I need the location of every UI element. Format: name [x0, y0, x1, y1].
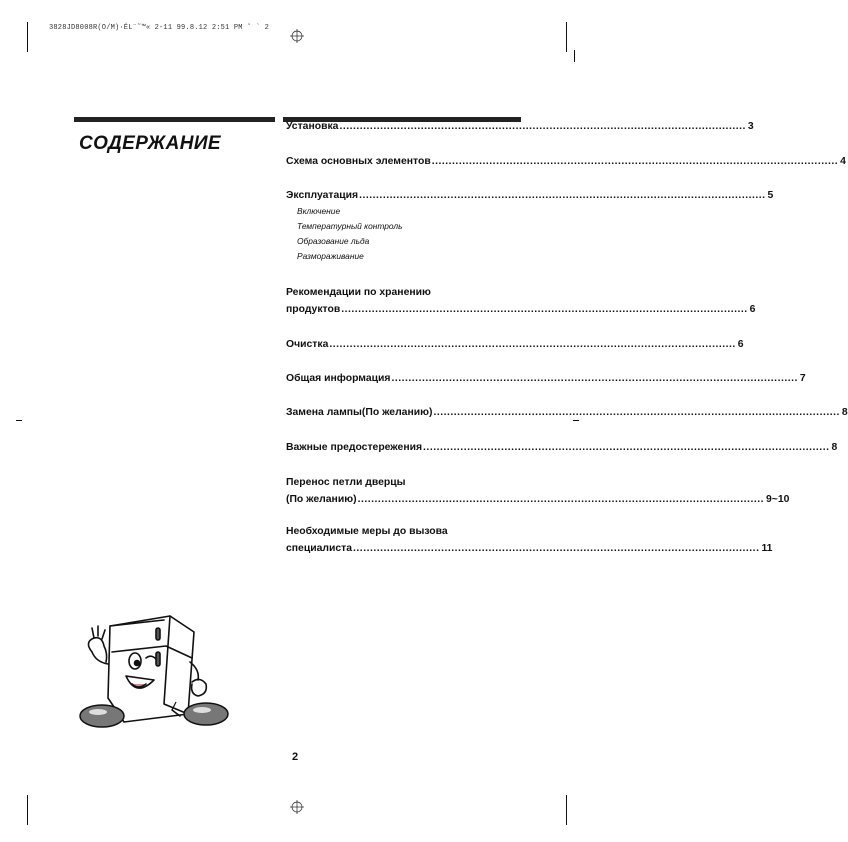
toc-entry	[286, 284, 756, 318]
toc-dot-leader: ........................................................................................................................	[329, 339, 736, 350]
toc-line	[286, 284, 520, 301]
title-rule	[74, 117, 275, 122]
toc-page-number: 5	[767, 190, 774, 201]
toc-entry	[286, 523, 773, 557]
toc-line	[286, 404, 848, 421]
toc-entry-title: Рекомендации по хранению	[286, 287, 431, 298]
toc-entry-title: Важные предостережения	[286, 442, 423, 453]
toc-dot-leader: ........................................................................................................................	[339, 121, 746, 132]
toc-dot-leader: ........................................................................................................................	[391, 373, 798, 384]
toc-page-number: 6	[737, 339, 744, 350]
toc-entry-title: Установка	[286, 121, 339, 132]
registration-mark-icon	[290, 800, 304, 814]
print-header: 3828JD8008R(O/M)·ÉL¨˜™« 2-11 99.8.12 2:51 PM ˘ ` 2	[49, 24, 270, 32]
page-title: СОДЕРЖАНИЕ	[79, 133, 221, 154]
toc-line	[286, 439, 838, 456]
toc-entry-title: специалиста	[286, 543, 353, 554]
toc-entry	[286, 474, 790, 508]
toc-page-number: 6	[749, 304, 756, 315]
crop-mark	[27, 795, 28, 825]
crop-mark	[574, 50, 575, 62]
toc-subitem: Температурный контроль	[297, 221, 403, 231]
toc-entry-title: Очистка	[286, 339, 329, 350]
toc-entry	[286, 153, 846, 170]
toc-line	[286, 118, 754, 135]
toc-dot-leader: ........................................................................................................................	[359, 190, 766, 201]
toc-entry-title: Перенос петли дверцы	[286, 477, 406, 488]
toc-entry-title: Замена лампы(По желанию)	[286, 407, 433, 418]
toc-dot-leader: ........................................................................................................................	[423, 442, 830, 453]
toc-line	[286, 301, 756, 318]
page-number: 2	[292, 751, 299, 763]
toc-entry	[286, 187, 774, 264]
crop-mark	[27, 22, 28, 52]
toc-line	[286, 187, 774, 204]
toc-page-number: 7	[799, 373, 806, 384]
toc-page-number: 8	[841, 407, 848, 418]
crop-mark	[16, 420, 22, 421]
toc-entry-title: Общая информация	[286, 373, 391, 384]
toc-page-number: 3	[747, 121, 754, 132]
registration-mark-icon	[290, 29, 304, 43]
toc-entry	[286, 439, 838, 456]
toc-dot-leader: ........................................................................................................................	[357, 494, 764, 505]
toc-entry-title: (По желанию)	[286, 494, 357, 505]
toc-entry	[286, 404, 848, 421]
toc-entry-title: Эксплуатация	[286, 190, 359, 201]
toc-entry-title: Схема основных элементов	[286, 156, 431, 167]
toc-subitem: Включение	[297, 206, 341, 216]
toc-line	[286, 474, 520, 491]
toc-page-number: 8	[831, 442, 838, 453]
refrigerator-mascot-icon	[72, 606, 232, 732]
toc-line	[286, 153, 846, 170]
toc-page-number: 11	[761, 543, 773, 554]
toc-page-number: 4	[840, 156, 846, 167]
toc-dot-leader: ........................................................................................................................	[433, 407, 840, 418]
toc-dot-leader: ........................................................................................................................	[353, 543, 760, 554]
toc-dot-leader: ........................................................................................................................	[431, 156, 839, 167]
toc-line	[286, 523, 520, 540]
toc-page-number: 9~10	[766, 494, 790, 505]
toc-line	[286, 491, 790, 508]
toc-entry	[286, 336, 744, 353]
toc-entry-title: Необходимые меры до вызова	[286, 526, 448, 537]
toc-line	[286, 540, 773, 557]
toc-line	[286, 370, 806, 387]
crop-mark	[566, 795, 567, 825]
toc-entry	[286, 370, 806, 387]
toc-subitem: Образование льда	[297, 236, 370, 246]
crop-mark	[566, 22, 567, 52]
toc-subitem: Размораживание	[297, 251, 364, 261]
toc-entry-title: продуктов	[286, 304, 341, 315]
toc-line	[286, 336, 744, 353]
toc-entry	[286, 118, 754, 135]
toc-dot-leader: ........................................................................................................................	[341, 304, 748, 315]
